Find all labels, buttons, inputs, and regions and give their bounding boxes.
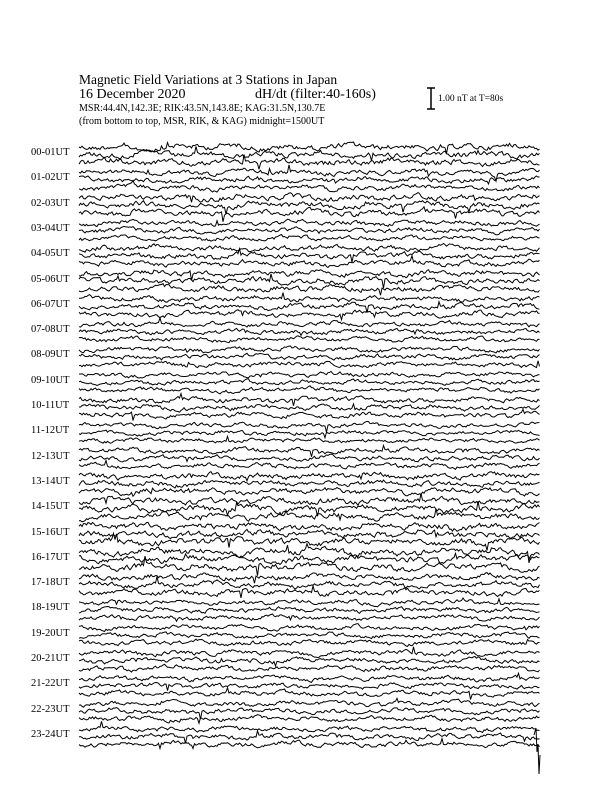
trace-kag-23-24ut <box>79 721 540 732</box>
trace-kag-07-08ut <box>79 318 540 327</box>
trace-kag-15-16ut <box>79 522 540 531</box>
trace-rik-03-04ut <box>79 226 540 234</box>
trace-rik-07-08ut <box>79 328 540 335</box>
trace-rik-04-05ut <box>79 249 540 262</box>
hour-label: 05-06UT <box>31 273 70 285</box>
trace-kag-02-03ut <box>79 193 540 203</box>
hour-label: 21-22UT <box>31 678 70 690</box>
hour-label: 15-16UT <box>31 526 70 538</box>
trace-msr-11-12ut <box>79 436 540 443</box>
hour-label: 19-20UT <box>31 627 70 639</box>
trace-msr-18-19ut <box>79 614 540 621</box>
trace-rik-08-09ut <box>79 353 540 360</box>
trace-rik-12-13ut <box>79 454 540 462</box>
trace-rik-00-01ut <box>79 147 540 161</box>
trace-msr-06-07ut <box>79 310 540 320</box>
trace-msr-21-22ut <box>79 688 540 700</box>
hour-label: 03-04UT <box>31 222 70 234</box>
hour-label: 06-07UT <box>31 298 70 310</box>
trace-msr-09-10ut <box>79 386 540 394</box>
hour-label: 20-21UT <box>31 653 70 664</box>
trace-msr-08-09ut <box>79 361 540 368</box>
trace-kag-17-18ut <box>79 573 540 584</box>
hour-label: 12-13UT <box>31 450 70 462</box>
hour-label: 18-19UT <box>31 602 70 614</box>
trace-order-note: (from bottom to top, MSR, RIK, & KAG) midnight=1500UT <box>79 116 325 127</box>
trace-kag-12-13ut <box>79 446 540 457</box>
trace-rik-09-10ut <box>79 379 540 386</box>
trace-rik-21-22ut <box>79 683 540 691</box>
trace-kag-09-10ut <box>79 371 540 378</box>
trace-kag-08-09ut <box>79 346 540 353</box>
trace-msr-03-04ut <box>79 235 540 242</box>
trace-msr-17-18ut <box>79 586 540 598</box>
hour-label: 08-09UT <box>31 349 70 361</box>
hour-label: 00-01UT <box>31 147 70 158</box>
trace-msr-00-01ut <box>79 155 540 170</box>
scale-bar <box>427 88 435 109</box>
trace-rik-18-19ut <box>79 607 540 614</box>
trace-rik-22-23ut <box>79 708 540 720</box>
hour-label: 09-10UT <box>31 374 70 386</box>
trace-rik-10-11ut <box>79 404 540 412</box>
trace-kag-00-01ut <box>79 142 540 154</box>
trace-msr-07-08ut <box>79 336 540 343</box>
trace-msr-13-14ut <box>79 488 540 497</box>
trace-msr-20-21ut <box>79 664 540 672</box>
trace-kag-21-22ut <box>79 673 540 682</box>
trace-kag-19-20ut <box>79 624 540 632</box>
trace-kag-22-23ut <box>79 698 540 707</box>
trace-kag-06-07ut <box>79 293 540 303</box>
trace-rik-06-07ut <box>79 302 540 313</box>
chart-date: 16 December 2020 <box>79 87 186 102</box>
trace-rik-20-21ut <box>79 657 540 666</box>
trace-kag-14-15ut <box>79 493 540 505</box>
trace-rik-01-02ut <box>79 176 540 184</box>
trace-kag-05-06ut <box>79 270 540 281</box>
trace-msr-01-02ut <box>79 181 540 193</box>
trace-kag-10-11ut <box>79 394 540 406</box>
trace-msr-02-03ut <box>79 207 540 222</box>
trace-rik-11-12ut <box>79 430 540 438</box>
trace-msr-10-11ut <box>79 409 540 420</box>
trace-msr-19-20ut <box>79 639 540 646</box>
trace-msr-12-13ut <box>79 460 540 469</box>
scale-label: 1.00 nT at T=80s <box>438 94 504 104</box>
trace-kag-04-05ut <box>79 244 540 253</box>
trace-kag-11-12ut <box>79 421 540 432</box>
hour-label: 11-12UT <box>31 425 70 437</box>
hour-label: 13-14UT <box>31 475 70 487</box>
trace-kag-03-04ut <box>79 219 540 226</box>
hour-label: 17-18UT <box>31 577 70 589</box>
trace-rik-13-14ut <box>79 480 540 488</box>
trace-kag-18-19ut <box>79 598 540 607</box>
chart-title: Magnetic Field Variations at 3 Stations in Japan <box>79 72 338 87</box>
trace-msr-05-06ut <box>79 284 540 296</box>
hour-label: 14-15UT <box>31 501 70 513</box>
hour-label: 16-17UT <box>31 551 70 563</box>
trace-kag-20-21ut <box>79 647 540 658</box>
trace-kag-13-14ut <box>79 472 540 481</box>
hour-label: 04-05UT <box>31 248 70 260</box>
hour-label: 23-24UT <box>31 728 70 740</box>
trace-msr-22-23ut <box>79 715 540 724</box>
hour-label: 02-03UT <box>31 197 70 209</box>
trace-rik-15-16ut <box>79 529 540 538</box>
trace-rik-19-20ut <box>79 632 540 639</box>
station-coordinates: MSR:44.4N,142.3E; RIK:43.5N,143.8E; KAG:31.5N,130.7E <box>79 103 326 114</box>
hour-label: 22-23UT <box>31 703 70 715</box>
trace-msr-23-24ut <box>79 739 540 749</box>
trace-msr-14-15ut <box>79 509 540 522</box>
hour-label: 01-02UT <box>31 172 70 184</box>
hour-label: 07-08UT <box>31 324 70 336</box>
trace-rik-23-24ut <box>79 731 540 744</box>
trace-spike <box>534 728 540 774</box>
quantity-label: dH/dt (filter:40-160s) <box>255 87 376 102</box>
hour-label: 10-11UT <box>31 400 70 411</box>
